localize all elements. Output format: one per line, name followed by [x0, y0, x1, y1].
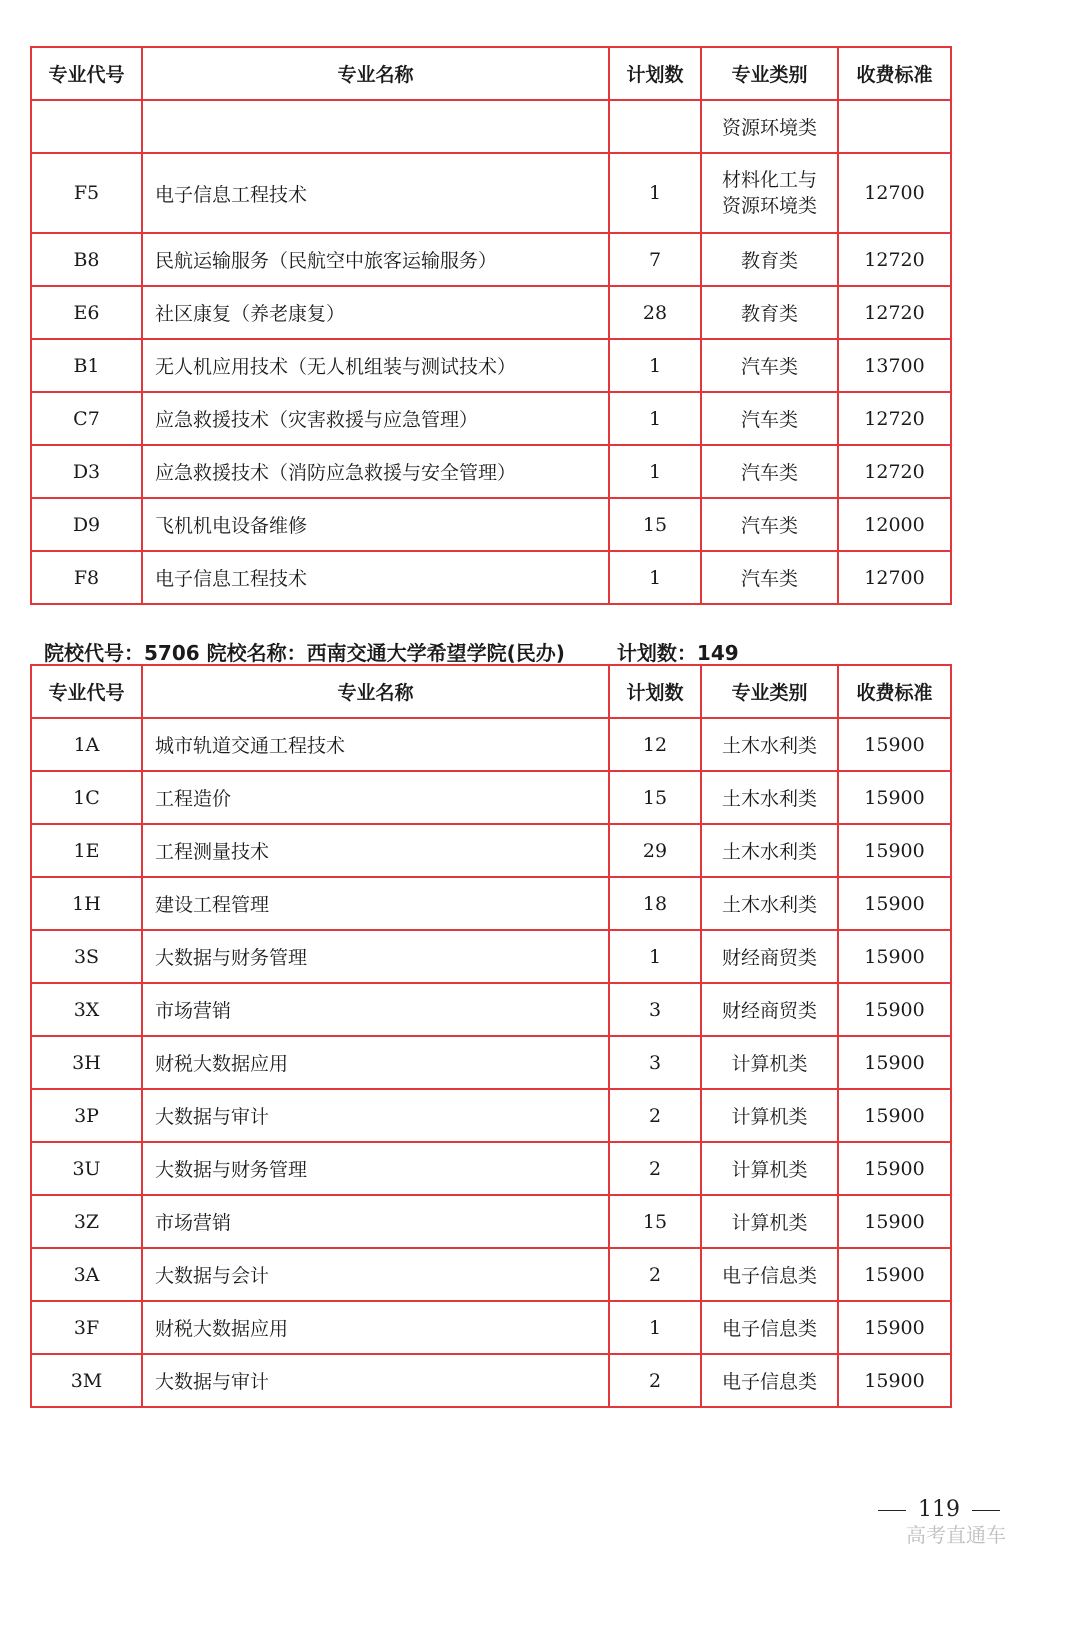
cell-fee: 15900 — [838, 983, 951, 1036]
header-plan: 计划数 — [609, 47, 701, 100]
cell-name: 社区康复（养老康复） — [142, 286, 609, 339]
table-header-row — [31, 47, 951, 100]
school-heading — [44, 637, 739, 666]
cell-fee: 12720 — [838, 445, 951, 498]
table-row — [31, 983, 951, 1036]
cell-category: 教育类 — [701, 233, 838, 286]
cell-plan: 18 — [609, 877, 701, 930]
cell-name: 市场营销 — [142, 983, 609, 1036]
cell-code: B1 — [31, 339, 142, 392]
table-row — [31, 1089, 951, 1142]
school-info: 院校代号：5706 院校名称：西南交通大学希望学院(民办) — [44, 641, 565, 665]
table-row — [31, 498, 951, 551]
cell-name: 大数据与会计 — [142, 1248, 609, 1301]
cell-category: 汽车类 — [701, 498, 838, 551]
cell-category: 电子信息类 — [701, 1354, 838, 1407]
cell-code: B8 — [31, 233, 142, 286]
cell-fee: 15900 — [838, 1248, 951, 1301]
cell-code: D9 — [31, 498, 142, 551]
cell-fee: 15900 — [838, 1195, 951, 1248]
cell-plan: 7 — [609, 233, 701, 286]
school-plan-count: 计划数：149 — [616, 641, 739, 665]
cell-fee: 15900 — [838, 1036, 951, 1089]
cell-category: 计算机类 — [701, 1142, 838, 1195]
cell-name: 无人机应用技术（无人机组装与测试技术） — [142, 339, 609, 392]
cell-plan: 2 — [609, 1248, 701, 1301]
cell-code — [31, 100, 142, 153]
cell-plan: 15 — [609, 771, 701, 824]
cell-code: 3S — [31, 930, 142, 983]
table-row — [31, 1248, 951, 1301]
cell-category: 汽车类 — [701, 445, 838, 498]
table-row — [31, 392, 951, 445]
cell-fee: 15900 — [838, 771, 951, 824]
table-row — [31, 153, 951, 233]
cell-name: 应急救援技术（消防应急救援与安全管理） — [142, 445, 609, 498]
page-number-text: 119 — [918, 1497, 960, 1522]
table-row — [31, 233, 951, 286]
cell-plan: 2 — [609, 1354, 701, 1407]
cell-code: 1C — [31, 771, 142, 824]
cell-plan: 28 — [609, 286, 701, 339]
header-code: 专业代号 — [31, 665, 142, 718]
cell-category: 财经商贸类 — [701, 983, 838, 1036]
cell-plan: 12 — [609, 718, 701, 771]
cell-code: 3F — [31, 1301, 142, 1354]
cell-fee: 15900 — [838, 1089, 951, 1142]
cell-name: 财税大数据应用 — [142, 1301, 609, 1354]
cell-plan: 1 — [609, 551, 701, 604]
cell-name: 大数据与财务管理 — [142, 930, 609, 983]
cell-name: 市场营销 — [142, 1195, 609, 1248]
table-row — [31, 100, 951, 153]
cell-plan: 15 — [609, 498, 701, 551]
cell-code: 3A — [31, 1248, 142, 1301]
cell-code: 3Z — [31, 1195, 142, 1248]
table-header-row — [31, 665, 951, 718]
cell-fee: 12720 — [838, 233, 951, 286]
header-name: 专业名称 — [142, 665, 609, 718]
cell-category: 汽车类 — [701, 392, 838, 445]
header-fee: 收费标准 — [838, 47, 951, 100]
cell-name: 大数据与财务管理 — [142, 1142, 609, 1195]
cell-fee: 12720 — [838, 286, 951, 339]
cell-fee — [838, 100, 951, 153]
cell-plan: 2 — [609, 1089, 701, 1142]
cell-plan: 29 — [609, 824, 701, 877]
cell-category: 土木水利类 — [701, 718, 838, 771]
cell-plan: 1 — [609, 392, 701, 445]
category-line-1: 材料化工与 — [721, 169, 817, 191]
cell-plan: 1 — [609, 930, 701, 983]
cell-code: E6 — [31, 286, 142, 339]
cell-category: 土木水利类 — [701, 824, 838, 877]
header-plan: 计划数 — [609, 665, 701, 718]
table-row — [31, 1301, 951, 1354]
header-category: 专业类别 — [701, 665, 838, 718]
cell-category: 土木水利类 — [701, 877, 838, 930]
cell-fee: 15900 — [838, 718, 951, 771]
cell-code: 3M — [31, 1354, 142, 1407]
table-row — [31, 930, 951, 983]
cell-code: 1A — [31, 718, 142, 771]
cell-fee: 12700 — [838, 551, 951, 604]
header-name: 专业名称 — [142, 47, 609, 100]
cell-plan: 1 — [609, 153, 701, 233]
major-table-1 — [30, 46, 952, 605]
table-row — [31, 718, 951, 771]
category-line-2: 资源环境类 — [721, 195, 817, 217]
table-row — [31, 771, 951, 824]
cell-plan — [609, 100, 701, 153]
cell-code: 3X — [31, 983, 142, 1036]
cell-name: 大数据与审计 — [142, 1089, 609, 1142]
cell-plan: 1 — [609, 445, 701, 498]
dash-left — [878, 1510, 906, 1511]
cell-code: F8 — [31, 551, 142, 604]
watermark-text: 高考直通车 — [906, 1523, 1006, 1547]
cell-category: 资源环境类 — [701, 100, 838, 153]
cell-category: 计算机类 — [701, 1195, 838, 1248]
cell-name: 建设工程管理 — [142, 877, 609, 930]
table-row — [31, 1142, 951, 1195]
cell-fee: 13700 — [838, 339, 951, 392]
cell-code: F5 — [31, 153, 142, 233]
cell-fee: 12720 — [838, 392, 951, 445]
dash-right — [972, 1510, 1000, 1511]
cell-fee: 15900 — [838, 1301, 951, 1354]
cell-name: 应急救援技术（灾害救援与应急管理） — [142, 392, 609, 445]
cell-fee: 15900 — [838, 1354, 951, 1407]
cell-plan: 15 — [609, 1195, 701, 1248]
cell-code: 3P — [31, 1089, 142, 1142]
cell-category: 汽车类 — [701, 339, 838, 392]
header-code: 专业代号 — [31, 47, 142, 100]
cell-code: 1H — [31, 877, 142, 930]
cell-fee: 15900 — [838, 824, 951, 877]
table-row — [31, 551, 951, 604]
cell-code: 1E — [31, 824, 142, 877]
cell-name: 飞机机电设备维修 — [142, 498, 609, 551]
cell-name: 财税大数据应用 — [142, 1036, 609, 1089]
cell-category: 教育类 — [701, 286, 838, 339]
cell-category: 计算机类 — [701, 1089, 838, 1142]
cell-code: 3U — [31, 1142, 142, 1195]
cell-category: 电子信息类 — [701, 1248, 838, 1301]
cell-plan: 1 — [609, 1301, 701, 1354]
cell-name: 民航运输服务（民航空中旅客运输服务） — [142, 233, 609, 286]
table-row — [31, 339, 951, 392]
cell-plan: 1 — [609, 339, 701, 392]
cell-name — [142, 100, 609, 153]
cell-fee: 15900 — [838, 877, 951, 930]
cell-category: 土木水利类 — [701, 771, 838, 824]
cell-fee: 15900 — [838, 1142, 951, 1195]
cell-name: 工程测量技术 — [142, 824, 609, 877]
table-row — [31, 445, 951, 498]
cell-code: C7 — [31, 392, 142, 445]
cell-name: 电子信息工程技术 — [142, 551, 609, 604]
cell-name: 工程造价 — [142, 771, 609, 824]
cell-category — [701, 153, 838, 233]
cell-plan: 3 — [609, 983, 701, 1036]
cell-code: D3 — [31, 445, 142, 498]
cell-code: 3H — [31, 1036, 142, 1089]
table-row — [31, 1036, 951, 1089]
cell-name: 电子信息工程技术 — [142, 153, 609, 233]
cell-category: 计算机类 — [701, 1036, 838, 1089]
header-fee: 收费标准 — [838, 665, 951, 718]
cell-category: 电子信息类 — [701, 1301, 838, 1354]
cell-fee: 12700 — [838, 153, 951, 233]
cell-fee: 12000 — [838, 498, 951, 551]
cell-plan: 3 — [609, 1036, 701, 1089]
table-row — [31, 286, 951, 339]
table-row — [31, 1354, 951, 1407]
cell-name: 城市轨道交通工程技术 — [142, 718, 609, 771]
cell-fee: 15900 — [838, 930, 951, 983]
cell-category: 财经商贸类 — [701, 930, 838, 983]
cell-category: 汽车类 — [701, 551, 838, 604]
table-row — [31, 824, 951, 877]
table-row — [31, 1195, 951, 1248]
header-category: 专业类别 — [701, 47, 838, 100]
major-table-2 — [30, 664, 952, 1408]
cell-name: 大数据与审计 — [142, 1354, 609, 1407]
table-row — [31, 877, 951, 930]
cell-plan: 2 — [609, 1142, 701, 1195]
